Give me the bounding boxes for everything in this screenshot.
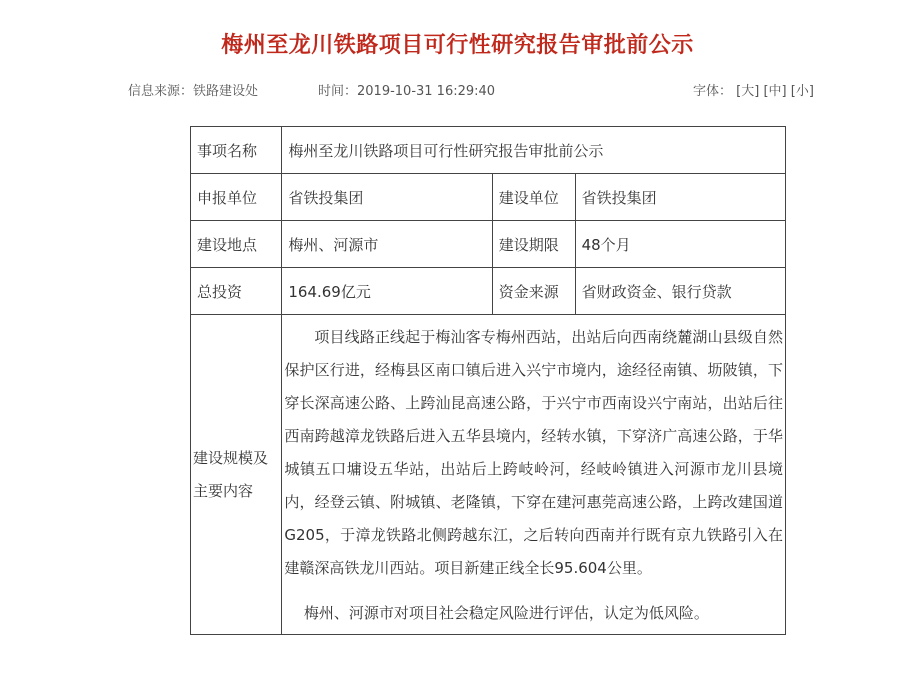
info-source: 信息来源：铁路建设处 <box>128 84 259 99</box>
builder-value: 省铁投集团 <box>575 174 785 221</box>
table-row <box>191 127 786 174</box>
risk-paragraph: 梅州、河源市对项目社会稳定风险进行评估，认定为低风险。 <box>303 604 709 622</box>
font-size-switcher <box>693 80 814 99</box>
font-size-label: 字体： <box>693 84 733 99</box>
applicant-label: 申报单位 <box>191 174 282 221</box>
item-name-value: 梅州至龙川铁路项目可行性研究报告审批前公示 <box>282 127 786 174</box>
applicant-value: 省铁投集团 <box>282 174 492 221</box>
builder-label: 建设单位 <box>492 174 575 221</box>
scope-paragraph: 项目线路正线起于梅汕客专梅州西站，出站后向西南绕麓湖山县级自然保护区行进，经梅县区南口镇后进入兴宁市境内，途经径南镇、坜陂镇，下穿长深高速公路、上跨汕昆高速公路，于兴宁市西南设兴宁南站，出站后往西南跨越漳龙铁路后进入五华县境内，经转水镇，下穿济广高速公路，于华城镇五口墉设五华站，出站后上跨岐岭河，经岐岭镇进入河源市龙川县境内，经登云镇、附城镇、老隆镇，下穿在建河惠莞高速公路，上跨改建国道G205，于漳龙铁路北侧跨越东江，之后转向西南并行既有京九铁路引入在建赣深高铁龙川西站。项目新建正线全长95.604公里。 <box>284 328 783 577</box>
period-label: 建设期限 <box>492 221 575 268</box>
scope-label: 建设规模及主要内容 <box>191 315 282 635</box>
period-value: 48个月 <box>575 221 785 268</box>
location-label: 建设地点 <box>191 221 282 268</box>
investment-value: 164.69亿元 <box>282 268 492 315</box>
location-value: 梅州、河源市 <box>282 221 492 268</box>
publish-time: 时间：2019-10-31 16:29:40 <box>318 84 496 99</box>
investment-label: 总投资 <box>191 268 282 315</box>
funding-label: 资金来源 <box>492 268 575 315</box>
item-name-label: 事项名称 <box>191 127 282 174</box>
info-table <box>190 126 786 635</box>
page-title: 梅州至龙川铁路项目可行性研究报告审批前公示 <box>221 33 694 58</box>
funding-value: 省财政资金、银行贷款 <box>575 268 785 315</box>
font-size-small-link[interactable]: [小] <box>790 84 814 99</box>
table-row <box>191 174 786 221</box>
font-size-medium-link[interactable]: [中] <box>763 84 787 99</box>
table-row <box>191 268 786 315</box>
table-row <box>191 221 786 268</box>
font-size-large-link[interactable]: [大] <box>736 84 760 99</box>
table-row <box>191 315 786 635</box>
scope-content <box>282 315 786 635</box>
